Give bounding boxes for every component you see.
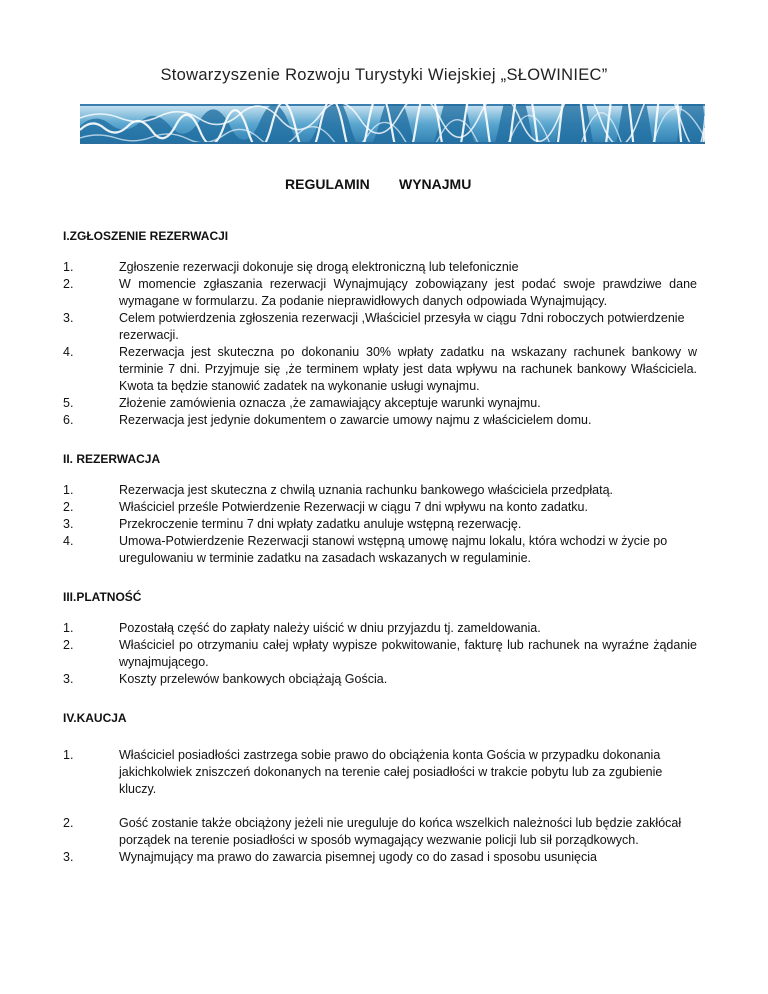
item-number: 2.	[63, 500, 74, 514]
item-number: 3.	[63, 517, 74, 531]
section-reservation-request	[63, 228, 697, 429]
list-item	[63, 344, 697, 395]
item-number: 2.	[63, 277, 74, 291]
item-number: 1.	[63, 621, 74, 635]
list-item	[63, 310, 697, 344]
item-number: 5.	[63, 396, 74, 410]
item-text: Rezerwacja jest skuteczna z chwilą uznania rachunku bankowego właściciela przedpłatą.	[119, 483, 614, 497]
section-deposit	[63, 710, 697, 866]
section-heading: II. REZERWACJA	[63, 452, 161, 466]
item-text: Gość zostanie także obciążony jeżeli nie ureguluje do końca wszelkich należności lub będzie zakłócał porządek na terenie posiadłości w sposób wymagający wezwanie policji lub sił porządkowych.	[119, 816, 682, 847]
item-number: 3.	[63, 311, 74, 325]
item-number: 1.	[63, 483, 74, 497]
list-item	[63, 276, 697, 310]
item-text: Zgłoszenie rezerwacji dokonuje się drogą elektroniczną lub telefonicznie	[119, 260, 519, 274]
item-text: Właściciel prześle Potwierdzenie Rezerwacji w ciągu 7 dni wpływu na konto zadatku.	[119, 500, 588, 514]
item-number: 1.	[63, 260, 74, 274]
list-item	[63, 412, 697, 429]
section-heading: IV.KAUCJA	[63, 711, 127, 725]
item-number: 2.	[63, 816, 74, 830]
regulations-body	[63, 228, 697, 882]
list-item	[63, 259, 697, 276]
item-text: Pozostałą część do zapłaty należy uiścić w dniu przyjazdu tj. zameldowania.	[119, 621, 541, 635]
item-number: 4.	[63, 345, 74, 359]
item-text: W momencie zgłaszania rezerwacji Wynajmujący zobowiązany jest podać swoje prawdziwe dane wymagane w formularzu. Za podanie nieprawidłowych danych odpowiada Wynajmujący.	[119, 277, 697, 308]
item-number: 3.	[63, 850, 74, 864]
list-item	[63, 533, 697, 567]
list-item	[63, 499, 697, 516]
item-text: Właściciel po otrzymaniu całej wpłaty wypisze pokwitowanie, fakturę lub rachunek na wyraźne żądanie wynajmującego.	[119, 638, 697, 669]
list-item	[63, 395, 697, 412]
wave-banner	[80, 104, 705, 144]
item-number: 1.	[63, 748, 74, 762]
item-text: Przekroczenie terminu 7 dni wpłaty zadatku anuluje wstępną rezerwację.	[119, 517, 522, 531]
item-text: Koszty przelewów bankowych obciążają Gościa.	[119, 672, 388, 686]
item-text: Złożenie zamówienia oznacza ,że zamawiający akceptuje warunki wynajmu.	[119, 396, 541, 410]
item-number: 3.	[63, 672, 74, 686]
item-text: Rezerwacja jest skuteczna po dokonaniu 30% wpłaty zadatku na wskazany rachunek bankowy w terminie 7 dni. Przyjmuje się ,że terminem wpłaty jest data wpływu na rachunek bankowy Właściciela. Kwota ta będzie stanowić zadatek na wykonanie usługi wynajmu.	[119, 345, 697, 393]
item-number: 4.	[63, 534, 74, 548]
list-item	[63, 482, 697, 499]
section-heading: III.PLATNOŚĆ	[63, 590, 142, 604]
list-item	[63, 849, 697, 866]
item-text: Właściciel posiadłości zastrzega sobie prawo do obciążenia konta Gościa w przypadku dokonania jakichkolwiek zniszczeń dokonanych na terenie całej posiadłości w trakcie pobytu lub za zgubienie kluczy.	[119, 748, 663, 796]
item-number: 6.	[63, 413, 74, 427]
title-word-1: REGULAMIN	[285, 176, 370, 192]
list-item	[63, 637, 697, 671]
title-word-2: WYNAJMU	[399, 176, 472, 192]
item-number: 2.	[63, 638, 74, 652]
item-text: Wynajmujący ma prawo do zawarcia pisemnej ugody co do zasad i sposobu usunięcia	[119, 850, 597, 864]
list-item	[63, 747, 697, 798]
section-reservation	[63, 451, 697, 567]
section-heading: I.ZGŁOSZENIE REZERWACJI	[63, 229, 229, 243]
item-text: Celem potwierdzenia zgłoszenia rezerwacji ,Właściciel przesyła w ciągu 7dni roboczych potwierdzenie rezerwacji.	[119, 311, 685, 342]
item-text: Umowa-Potwierdzenie Rezerwacji stanowi wstępną umowę najmu lokalu, która wchodzi w życie po uregulowaniu w terminie zadatku na zasadach wskazanych w regulaminie.	[119, 534, 668, 565]
list-item	[63, 620, 697, 637]
list-item	[63, 815, 697, 849]
section-payment	[63, 589, 697, 688]
list-item	[63, 671, 697, 688]
item-text: Rezerwacja jest jedynie dokumentem o zawarcie umowy najmu z właścicielem domu.	[119, 413, 592, 427]
organization-title: Stowarzyszenie Rozwoju Turystyki Wiejskiej „SŁOWINIEC”	[160, 66, 608, 84]
list-item	[63, 516, 697, 533]
